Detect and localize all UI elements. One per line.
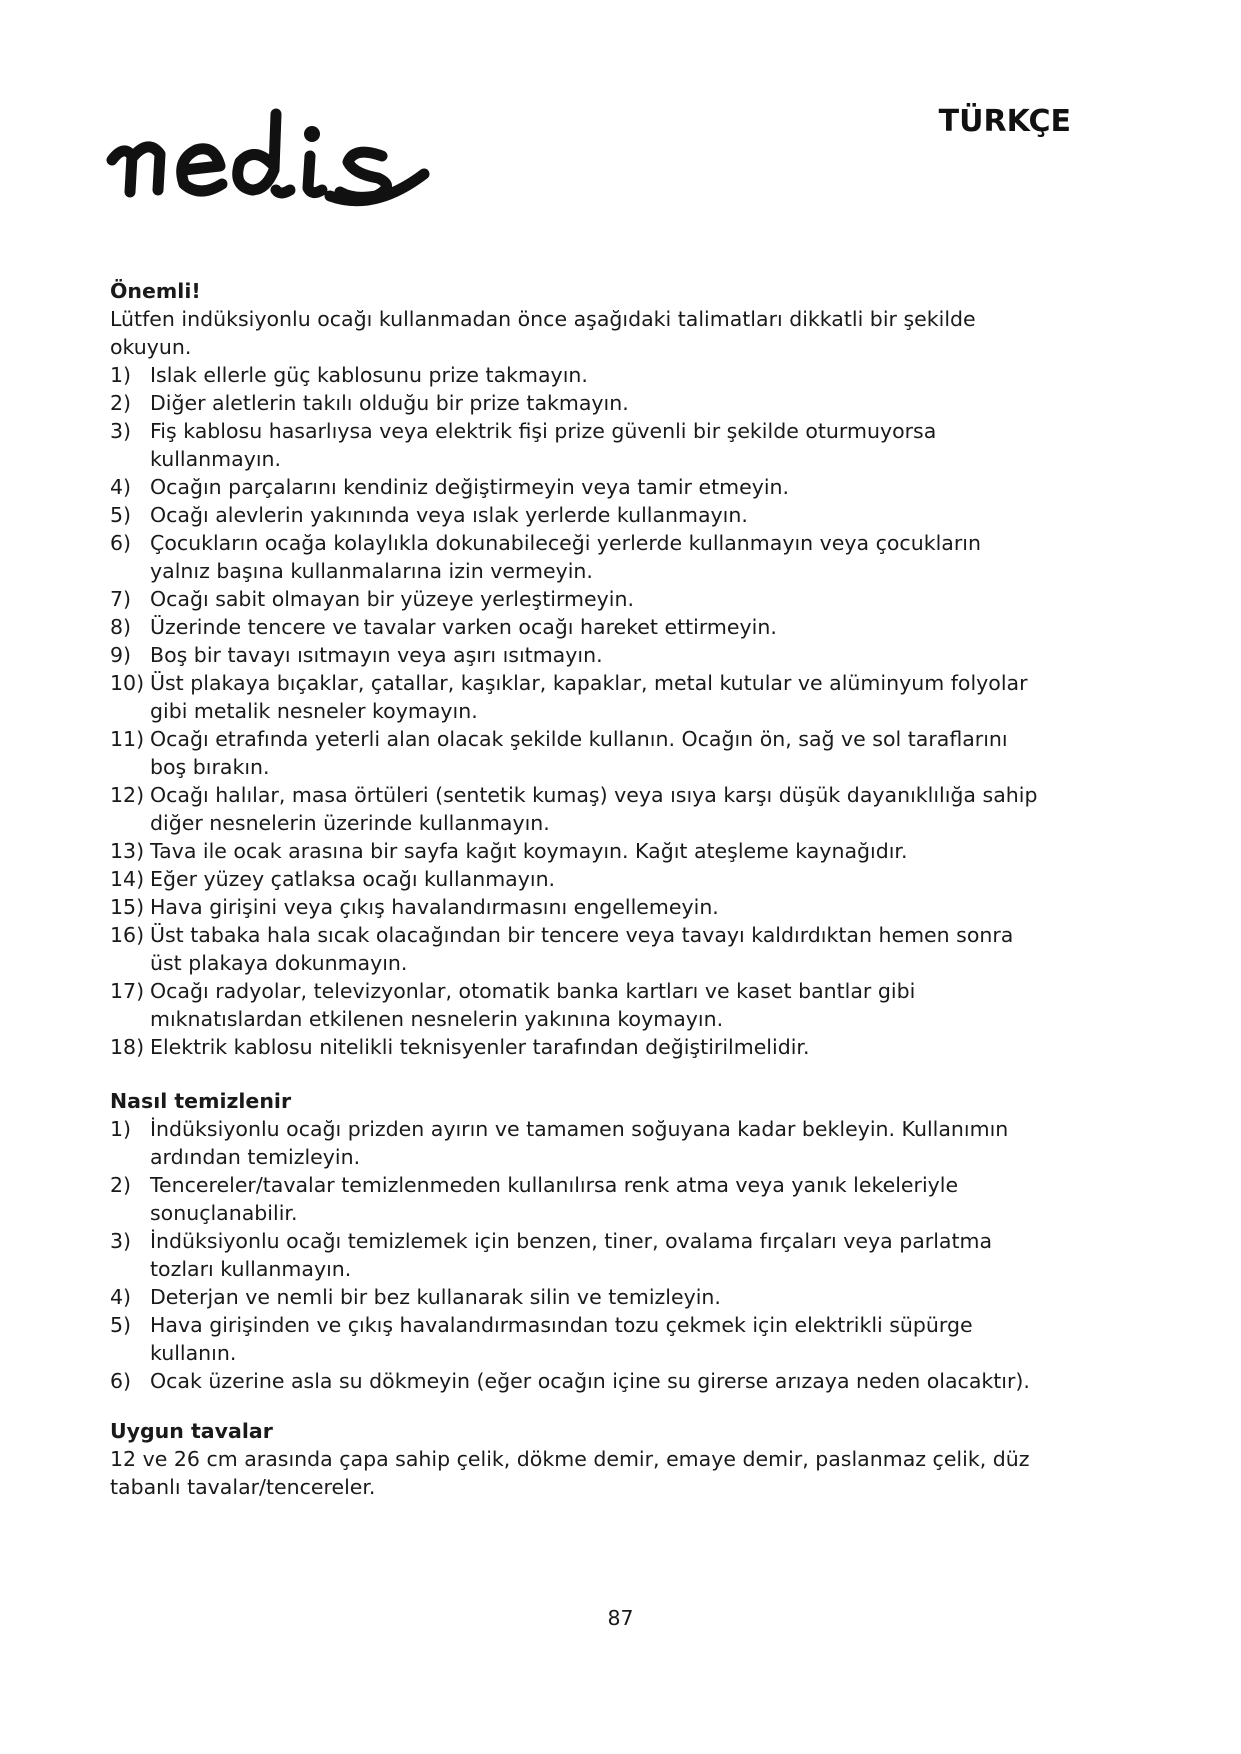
list-item: 12) Ocağı halılar, masa örtüleri (sentetik kumaş) veya ısıya karşı düşük dayanıklılığa sahip diğer nesnelerin üzerinde kullanmayın. (110, 783, 1038, 835)
page-number: 87 (607, 1606, 634, 1630)
cleaning-list (110, 1115, 1040, 1395)
list-item: 11) Ocağı etrafında yeterli alan olacak şekilde kullanın. Ocağın ön, sağ ve sol taraflarını boş bırakın. (110, 727, 1008, 779)
nedis-logo (104, 100, 484, 220)
list-item: 17) Ocağı radyolar, televizyonlar, otomatik banka kartları ve kaset bantlar gibi mıknatıslardan etkilenen nesnelerin yakınına koymayın. (110, 979, 916, 1031)
list-item: 14) Eğer yüzey çatlaksa ocağı kullanmayın. (110, 867, 556, 891)
pans-text-line2: tabanlı tavalar/tencereler. (110, 1475, 376, 1499)
list-item: 7) Ocağı sabit olmayan bir yüzeye yerleştirmeyin. (110, 587, 634, 611)
document-body (110, 277, 1040, 1501)
list-item: 5) Hava girişinden ve çıkış havalandırmasından tozu çekmek için elektrikli süpürge kullanın. (110, 1313, 973, 1365)
important-list (110, 361, 1040, 1061)
important-intro-line1: Lütfen indüksiyonlu ocağı kullanmadan önce aşağıdaki talimatları dikkatli bir şekilde (110, 307, 976, 331)
list-item: 2) Diğer aletlerin takılı olduğu bir prize takmayın. (110, 391, 629, 415)
list-item: 4) Deterjan ve nemli bir bez kullanarak silin ve temizleyin. (110, 1285, 721, 1309)
list-item: 6) Ocak üzerine asla su dökmeyin (eğer ocağın içine su girerse arızaya neden olacaktır). (110, 1369, 1030, 1393)
list-item: 9) Boş bir tavayı ısıtmayın veya aşırı ısıtmayın. (110, 643, 603, 667)
list-item: 5) Ocağı alevlerin yakınında veya ıslak yerlerde kullanmayın. (110, 503, 748, 527)
pans-text-line1: 12 ve 26 cm arasında çapa sahip çelik, dökme demir, emaye demir, paslanmaz çelik, düz (110, 1447, 1030, 1471)
list-item: 13) Tava ile ocak arasına bir sayfa kağıt koymayın. Kağıt ateşleme kaynağıdır. (110, 839, 908, 863)
pans-heading: Uygun tavalar (110, 1419, 273, 1443)
list-item: 10) Üst plakaya bıçaklar, çatallar, kaşıklar, kapaklar, metal kutular ve alüminyum folyolar gibi metalik nesneler koymayın. (110, 671, 1028, 723)
list-item: 18) Elektrik kablosu nitelikli teknisyenler tarafından değiştirilmelidir. (110, 1035, 810, 1059)
list-item: 1) İndüksiyonlu ocağı prizden ayırın ve tamamen soğuyana kadar bekleyin. Kullanımın ardından temizleyin. (110, 1117, 1009, 1169)
list-item: 6) Çocukların ocağa kolaylıkla dokunabileceği yerlerde kullanmayın veya çocukların yalnız başına kullanmalarına izin vermeyin. (110, 531, 981, 583)
language-label: TÜRKÇE (938, 104, 1071, 139)
important-heading: Önemli! (110, 279, 201, 303)
list-item: 1) Islak ellerle güç kablosunu prize takmayın. (110, 363, 588, 387)
list-item: 3) Fiş kablosu hasarlıysa veya elektrik fişi prize güvenli bir şekilde oturmuyorsa kullanmayın. (110, 419, 937, 471)
cleaning-heading: Nasıl temizlenir (110, 1089, 292, 1113)
list-item: 15) Hava girişini veya çıkış havalandırmasını engellemeyin. (110, 895, 719, 919)
list-item: 4) Ocağın parçalarını kendiniz değiştirmeyin veya tamir etmeyin. (110, 475, 790, 499)
list-item: 8) Üzerinde tencere ve tavalar varken ocağı hareket ettirmeyin. (110, 615, 777, 639)
list-item: 3) İndüksiyonlu ocağı temizlemek için benzen, tiner, ovalama fırçaları veya parlatma tozları kullanmayın. (110, 1229, 993, 1281)
list-item: 2) Tencereler/tavalar temizlenmeden kullanılırsa renk atma veya yanık lekeleriyle sonuçlanabilir. (110, 1173, 959, 1225)
list-item: 16) Üst tabaka hala sıcak olacağından bir tencere veya tavayı kaldırdıktan hemen sonra üst plakaya dokunmayın. (110, 923, 1014, 975)
important-intro-line2: okuyun. (110, 335, 192, 359)
